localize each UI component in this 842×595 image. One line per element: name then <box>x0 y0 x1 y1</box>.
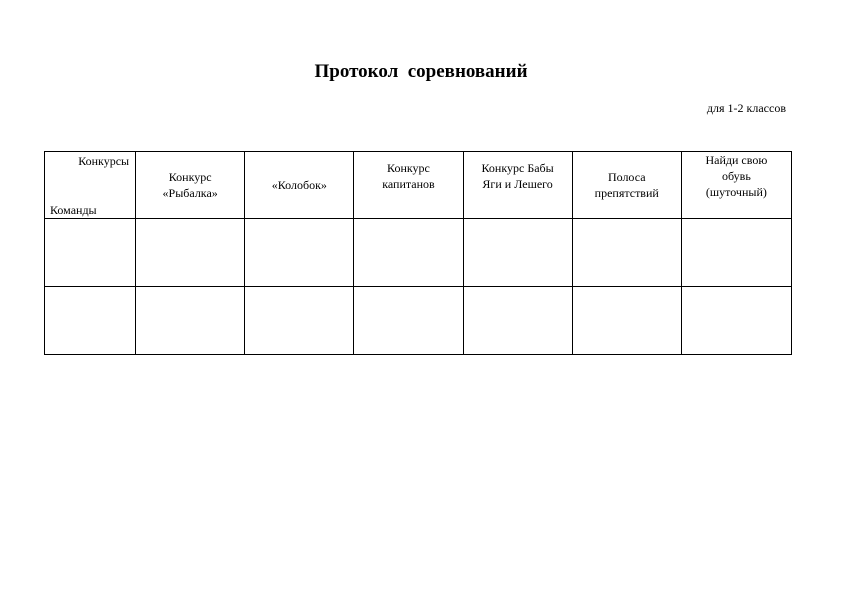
team-name-cell[interactable] <box>45 219 136 287</box>
score-cell[interactable] <box>572 287 681 355</box>
score-cell[interactable] <box>681 287 791 355</box>
score-cell[interactable] <box>136 287 245 355</box>
header-line: обувь <box>722 169 751 183</box>
competition-table <box>44 151 792 355</box>
header-contest-obstacle <box>572 152 681 219</box>
table-row <box>45 287 792 355</box>
header-line: Полоса <box>607 170 646 184</box>
header-line: «Рыбалка» <box>162 186 218 200</box>
header-contest-find-shoes <box>681 152 791 219</box>
page-title: Протокол соревнований <box>314 61 528 82</box>
score-cell[interactable] <box>463 287 572 355</box>
header-line: Найди свою <box>705 153 768 167</box>
grade-subtitle: для 1-2 классов <box>706 101 786 115</box>
header-contest-kolobok <box>245 152 354 219</box>
corner-header-cell <box>45 152 136 219</box>
score-cell[interactable] <box>463 219 572 287</box>
header-line: капитанов <box>382 177 435 191</box>
header-line: (шуточный) <box>705 185 767 199</box>
team-name-cell[interactable] <box>45 287 136 355</box>
header-contest-baba-yaga <box>463 152 572 219</box>
header-line: Конкурс <box>387 161 430 175</box>
header-contest-fishing <box>136 152 245 219</box>
score-cell[interactable] <box>245 287 354 355</box>
teams-label: Команды <box>50 203 97 217</box>
table-row <box>45 219 792 287</box>
score-cell[interactable] <box>354 219 463 287</box>
header-line: «Колобок» <box>271 178 327 192</box>
header-line: препятствий <box>594 186 659 200</box>
header-line: Яги и Лешего <box>482 177 553 191</box>
score-cell[interactable] <box>681 219 791 287</box>
header-contest-captains <box>354 152 463 219</box>
header-line: Конкурс Бабы <box>481 161 554 175</box>
score-cell[interactable] <box>136 219 245 287</box>
score-cell[interactable] <box>572 219 681 287</box>
score-cell[interactable] <box>354 287 463 355</box>
header-row <box>45 152 792 219</box>
header-line: Конкурс <box>168 170 212 184</box>
score-cell[interactable] <box>245 219 354 287</box>
contests-label: Конкурсы <box>78 154 130 168</box>
